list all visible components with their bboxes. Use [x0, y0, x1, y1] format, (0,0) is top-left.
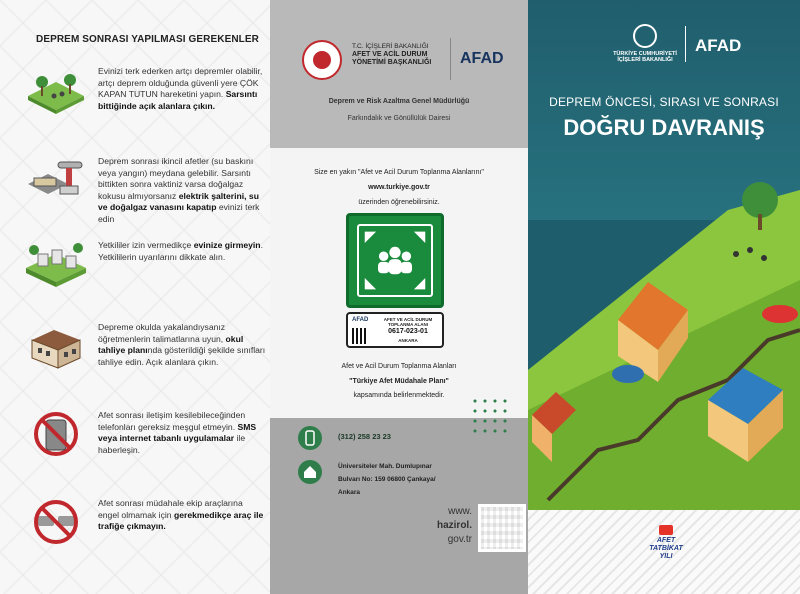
item-text: Depreme okulda yakalandıysanız öğretmenlerin talimatlarına uyun, okul tahliye planında gösterildiği şekilde sınıfları tahliye edin. Açık alanlara çıkın. — [98, 322, 266, 367]
item-text: Evinizi terk ederken artçı depremler olabilir, artçı deprem olduğunda güvenli yere ÇÖK KAPAN TUTUN hareketini yapın. Sarsıntı bittiğinde açık alanlara çıkın. — [98, 66, 263, 111]
plate-title: AFET VE ACİL DURUM TOPLANMA ALANI — [383, 317, 433, 327]
plate-city: ANKARA — [398, 338, 418, 343]
no-car-icon — [24, 498, 88, 546]
section-title: DEPREM SONRASI YAPILMASI GEREKENLER — [36, 34, 259, 45]
phone-number[interactable]: (312) 258 23 23 — [338, 432, 391, 441]
address — [338, 460, 468, 499]
badge-line1: AFET — [656, 537, 676, 544]
address-line2: Bulvarı No: 159 06800 Çankaya/ — [338, 476, 436, 483]
department-text: Farkındalık ve Gönüllülük Dairesi — [347, 115, 451, 122]
earthquake-illustration — [528, 170, 800, 510]
ministry-logo — [610, 24, 680, 63]
school-icon — [24, 322, 88, 370]
item-text: Yetkililer izin vermedikçe evinize girmeyin. Yetkililerin uyarılarını dikkate alın. — [98, 240, 263, 262]
cover-title: DOĞRU DAVRANIŞ — [563, 115, 765, 140]
web-line2: hazirol. — [436, 520, 472, 531]
left-panel — [0, 0, 270, 594]
middle-panel — [270, 0, 528, 594]
ministry-line2: İÇİŞLERİ BAKANLIĞI — [617, 57, 673, 63]
ministry-seal-icon — [302, 40, 342, 80]
area-text: Afet ve Acil Durum Toplanma Alanları — [341, 363, 457, 370]
logo-divider — [450, 38, 451, 80]
ministry-line1: TÜRKİYE CUMHURİYETİ — [613, 51, 677, 57]
phone-icon — [298, 426, 322, 450]
address-line3: Ankara — [338, 489, 361, 496]
web-line3: gov.tr — [447, 534, 472, 545]
plate-qr-icon — [352, 328, 368, 344]
web-line1: www. — [448, 506, 472, 517]
area-plate — [346, 312, 444, 348]
badge-ribbon-icon — [659, 525, 673, 535]
right-panel — [528, 0, 800, 594]
ministry-line1: T.C. İÇİŞLERİ BAKANLIĞI — [352, 43, 429, 50]
item-text: Afet sonrası iletişim kesilebileceğinden telefonları gereksiz meşgul etmeyin. SMS veya internet tabanlı uygulamalar ile haberleşin. — [98, 410, 257, 455]
afad-logo: AFAD — [460, 50, 504, 67]
tatbikat-badge — [646, 525, 686, 561]
ministry-line3: YÖNETİMİ BAŞKANLIĞI — [352, 59, 432, 66]
afad-logo: AFAD — [695, 36, 742, 55]
badge-line2: TATBİKAT — [649, 545, 683, 552]
hazirol-link[interactable] — [402, 505, 472, 547]
buildings-icon — [24, 240, 88, 288]
assembly-area-sign-icon — [346, 213, 444, 308]
ministry-line2: AFET VE ACİL DURUM — [352, 51, 428, 58]
near-text: Size en yakın "Afet ve Acil Durum Toplanma Alanlarını" — [314, 169, 484, 176]
item-text: Afet sonrası müdahale ekip araçlarına engel olmamak için gerekmedikçe araç ile trafiğe çıkmayın. — [98, 498, 264, 532]
utilities-icon — [24, 156, 88, 204]
park-icon — [24, 66, 88, 114]
item-text: Deprem sonrası ikincil afetler (su baskını veya yangın) meydana gelebilir. Sarsıntı bittikten sonra vaktiniz varsa doğalgaz kokusu almıyorsanız elektrik şalterini, su ve doğalgaz vanasını kapatıp evinizi terk edin — [98, 156, 260, 224]
ministry-logo-text — [352, 43, 447, 67]
decorative-dots — [470, 396, 512, 438]
plan-tail-text: kapsamında belirlenmektedir. — [353, 392, 445, 399]
badge-line3: YILI — [659, 553, 673, 560]
website-link[interactable]: www.turkiye.gov.tr — [368, 184, 430, 191]
ministry-emblem-icon — [633, 24, 657, 48]
no-phone-icon — [24, 410, 88, 458]
plate-afad: AFAD — [352, 317, 369, 323]
qr-code-icon[interactable] — [478, 504, 526, 552]
plate-code: 0617-023-01 — [388, 328, 428, 335]
learn-text: üzerinden öğrenebilirsiniz. — [358, 199, 440, 206]
cover-subtitle: DEPREM ÖNCESİ, SIRASI VE SONRASI — [549, 95, 779, 109]
logo-divider — [685, 26, 686, 62]
home-icon — [298, 460, 322, 484]
plan-text: "Türkiye Afet Müdahale Planı" — [349, 378, 449, 385]
directorate-text: Deprem ve Risk Azaltma Genel Müdürlüğü — [328, 98, 470, 105]
address-line1: Üniversiteler Mah. Dumlupınar — [338, 463, 432, 470]
